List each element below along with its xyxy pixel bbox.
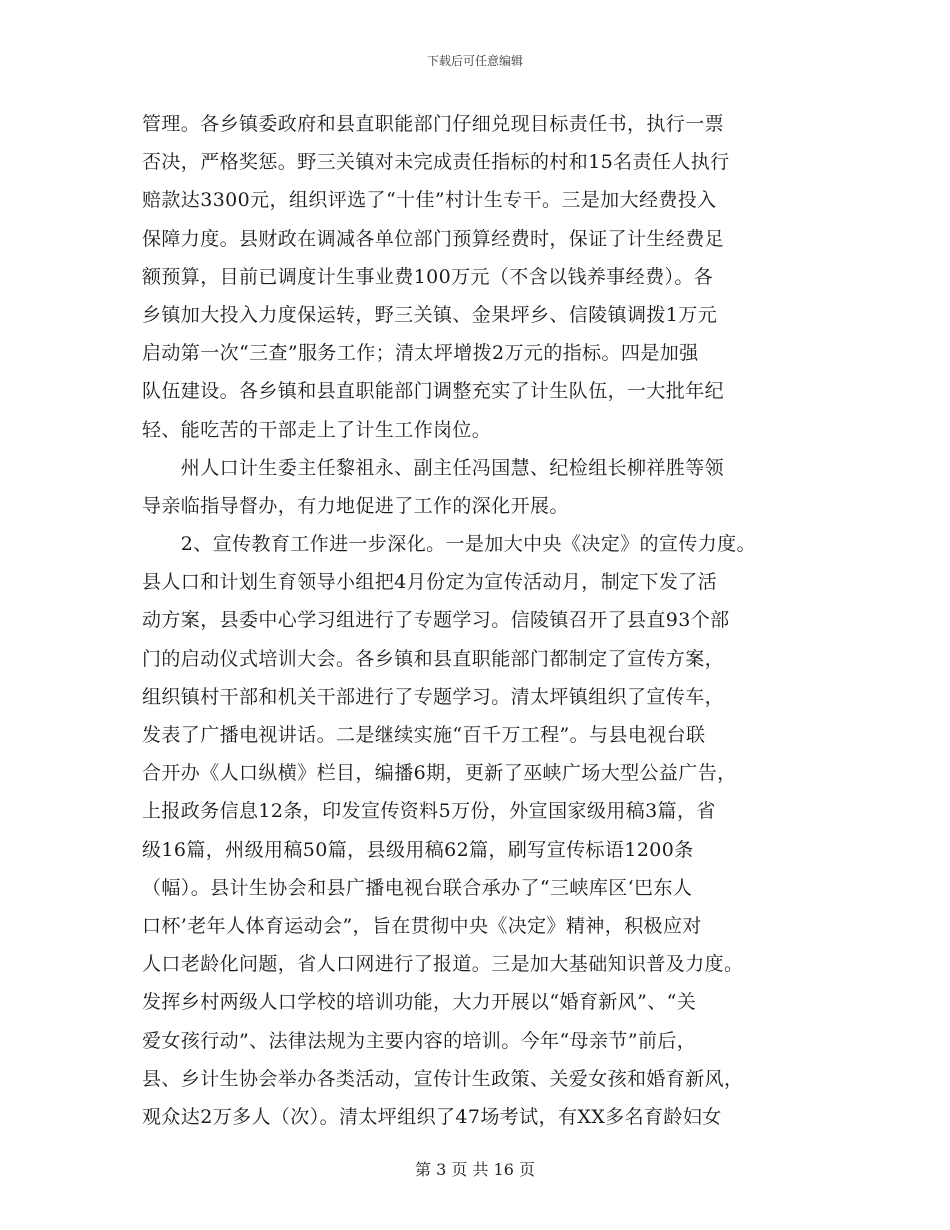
text-line: 上报政务信息12条，印发宣传资料5万份，外宣国家级用稿3篇，省	[142, 800, 716, 823]
text-line: 保障力度。县财政在调减各单位部门预算经费时，保证了计生经费足	[142, 227, 725, 250]
text-line: 级16篇，州级用稿50篇，县级用稿62篇，刷写宣传标语1200条	[142, 838, 694, 861]
text-line: 2、宣传教育工作进一步深化。一是加大中央《决定》的宣传力度。	[142, 533, 756, 556]
text-line: 队伍建设。各乡镇和县直职能部门调整充实了计生队伍，一大批年纪	[142, 380, 725, 403]
text-line: 县、乡计生协会举办各类活动，宣传计生政策、关爱女孩和婚育新风，	[142, 1067, 744, 1090]
text-line: 人口老龄化问题，省人口网进行了报道。三是加大基础知识普及力度。	[142, 953, 744, 976]
text-line: 门的启动仪式培训大会。各乡镇和县直职能部门都制定了宣传方案，	[142, 647, 725, 670]
text-line: 观众达2万多人（次）。清太坪组织了47场考试，有XX多名育龄妇女	[142, 1105, 722, 1128]
text-line: 赔款达3300元，组织评选了“十佳”村计生专干。三是加大经费投入	[142, 189, 717, 212]
text-line: 合开办《人口纵横》栏目，编播6期，更新了巫峡广场大型公益广告，	[142, 762, 737, 785]
text-line: 县人口和计划生育领导小组把4月份定为宣传活动月，制定下发了活	[142, 571, 718, 594]
text-line: 轻、能吃苦的干部走上了计生工作岗位。	[142, 418, 492, 441]
text-line: （幅）。县计生协会和县广播电视台联合承办了“三峡库区‘巴东人	[142, 876, 693, 899]
page-number-footer: 第 3 页 共 16 页	[415, 1160, 535, 1179]
document-body	[142, 105, 832, 1136]
text-line: 组织镇村干部和机关干部进行了专题学习。清太坪镇组织了宣传车，	[142, 685, 725, 708]
text-line: 额预算，目前已调度计生事业费100万元（不含以钱养事经费）。各	[142, 265, 714, 288]
text-line: 口杯’老年人体育运动会”，旨在贯彻中央《决定》精神，积极应对	[142, 914, 702, 937]
text-line: 爱女孩行动”、法律法规为主要内容的培训。今年“母亲节”前后，	[142, 1029, 697, 1052]
text-line: 乡镇加大投入力度保运转，野三关镇、金果坪乡、信陵镇调拨1万元	[142, 303, 718, 326]
text-line: 启动第一次“三查”服务工作；清太坪增拨2万元的指标。四是加强	[142, 342, 699, 365]
page-header: 下载后可任意编辑	[426, 54, 523, 68]
text-line: 动方案，县委中心学习组进行了专题学习。信陵镇召开了县直93个部	[142, 609, 730, 632]
text-line: 否决，严格奖惩。野三关镇对未完成责任指标的村和15名责任人执行	[142, 151, 730, 174]
text-line: 发挥乡村两级人口学校的培训功能，大力开展以“婚育新风”、“关	[142, 991, 697, 1014]
text-line: 导亲临指导督办，有力地促进了工作的深化开展。	[142, 494, 569, 517]
text-line: 发表了广播电视讲话。二是继续实施“百千万工程”。与县电视台联	[142, 724, 706, 746]
text-line: 管理。各乡镇委政府和县直职能部门仔细兑现目标责任书，执行一票	[142, 113, 725, 135]
text-line: 州人口计生委主任黎祖永、副主任冯国慧、纪检组长柳祥胜等领	[142, 456, 725, 479]
